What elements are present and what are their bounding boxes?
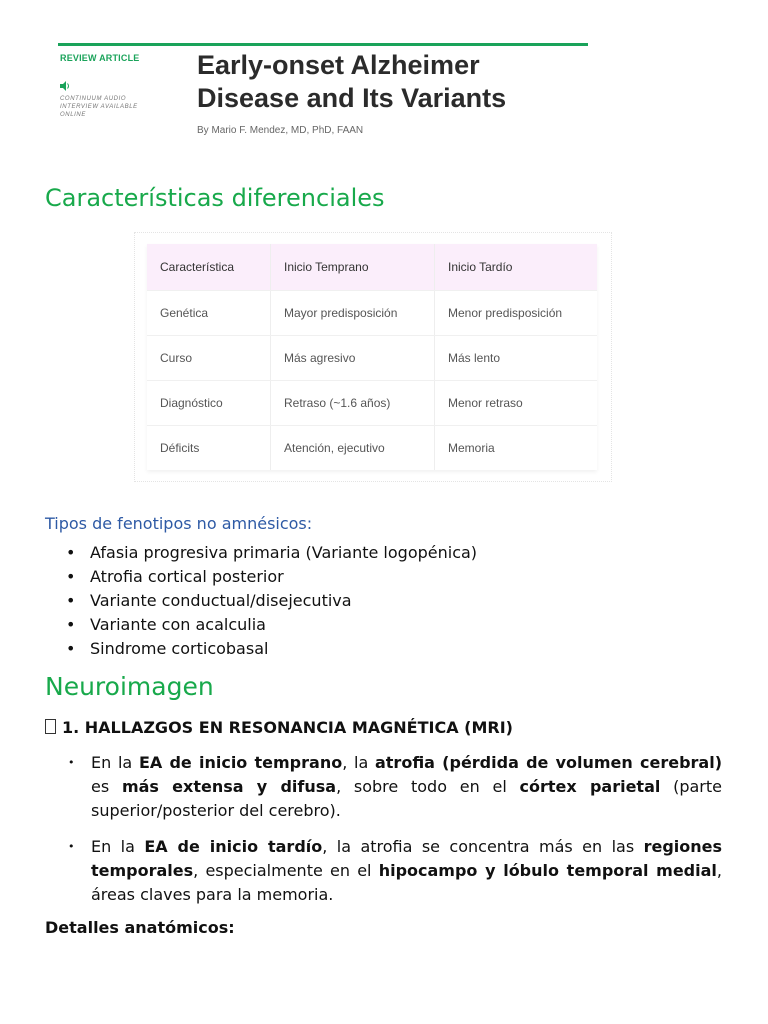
text-run: , la — [342, 753, 375, 772]
bold-run: regiones temporales — [91, 837, 723, 880]
bold-run: EA de inicio tardío — [144, 837, 323, 856]
article-header — [58, 43, 588, 143]
mri-findings-list — [68, 751, 722, 919]
column-header: Inicio Temprano — [271, 244, 435, 291]
table-cell: Mayor predisposición — [271, 291, 435, 336]
table-cell: Más agresivo — [271, 336, 435, 381]
header-rule — [58, 43, 588, 46]
table-row — [147, 381, 597, 426]
list-item: • Afasia progresiva primaria (Variante logopénica) — [66, 541, 477, 565]
mri-title — [45, 718, 513, 737]
list-item: • Variante conductual/disejecutiva — [66, 589, 477, 613]
text-run: En la — [91, 837, 145, 856]
text-run: , sobre todo en el — [336, 777, 520, 796]
table-cell: Atención, ejecutivo — [271, 426, 435, 471]
speaker-icon — [60, 81, 71, 91]
text-run: , especialmente en el — [193, 861, 379, 880]
table-cell: Diagnóstico — [147, 381, 271, 426]
bold-run: EA de inicio temprano — [138, 753, 343, 772]
text-run: En la — [91, 753, 139, 772]
audio-note-line: CONTINUUM AUDIO — [60, 96, 127, 102]
audio-note — [60, 95, 150, 119]
table-cell: Menor retraso — [435, 381, 598, 426]
comparison-table-image — [134, 232, 612, 482]
table-row — [147, 336, 597, 381]
mri-title-text: 1. HALLAZGOS EN RESONANCIA MAGNÉTICA (MRI) — [62, 718, 513, 737]
table-row — [147, 291, 597, 336]
list-item: • Sindrome corticobasal — [66, 637, 477, 661]
details-title: Detalles anatómicos: — [45, 918, 235, 937]
list-item — [68, 835, 722, 907]
column-header: Característica — [147, 244, 271, 291]
table-cell: Retraso (~1.6 años) — [271, 381, 435, 426]
bold-run: córtex parietal — [519, 777, 661, 796]
list-item: • Variante con acalculia — [66, 613, 477, 637]
column-header: Inicio Tardío — [435, 244, 598, 291]
bold-run: más extensa y difusa — [121, 777, 337, 796]
article-title-line: Disease and Its Variants — [197, 83, 507, 113]
article-author: By Mario F. Mendez, MD, PhD, FAAN — [197, 125, 364, 136]
table-cell: Genética — [147, 291, 271, 336]
text-run: (parte superior/posterior del cerebro). — [91, 777, 723, 820]
section-heading-neuroimagen: Neuroimagen — [45, 672, 214, 701]
table-cell: Curso — [147, 336, 271, 381]
list-item — [68, 751, 722, 823]
article-title-line: Early-onset Alzheimer — [197, 50, 480, 80]
text-run: es — [91, 777, 122, 796]
missing-glyph-icon — [45, 719, 56, 734]
audio-note-line: ONLINE — [60, 112, 86, 118]
table-header-row — [147, 244, 597, 291]
table-row — [147, 426, 597, 471]
audio-note-line: INTERVIEW AVAILABLE — [60, 104, 138, 110]
bold-run: hipocampo y lóbulo temporal medial — [378, 861, 717, 880]
text-run: , la atrofia se concentra más en las — [322, 837, 644, 856]
table-cell: Memoria — [448, 441, 495, 455]
table-cell: Menor predisposición — [435, 291, 598, 336]
table-cell: Déficits — [147, 426, 271, 471]
bold-run: atrofia (pérdida de volumen cerebral) — [374, 753, 723, 772]
phenotypes-list — [66, 541, 477, 661]
table-cell: Más lento — [435, 336, 598, 381]
list-item: • Atrofia cortical posterior — [66, 565, 477, 589]
section-heading-caracteristicas: Características diferenciales — [45, 184, 385, 212]
text-run: , áreas claves para la memoria. — [91, 861, 722, 904]
article-title — [197, 49, 506, 115]
comparison-table — [147, 244, 597, 470]
phenotypes-title: Tipos de fenotipos no amnésicos: — [45, 514, 313, 533]
article-tag: REVIEW ARTICLE — [60, 53, 140, 63]
